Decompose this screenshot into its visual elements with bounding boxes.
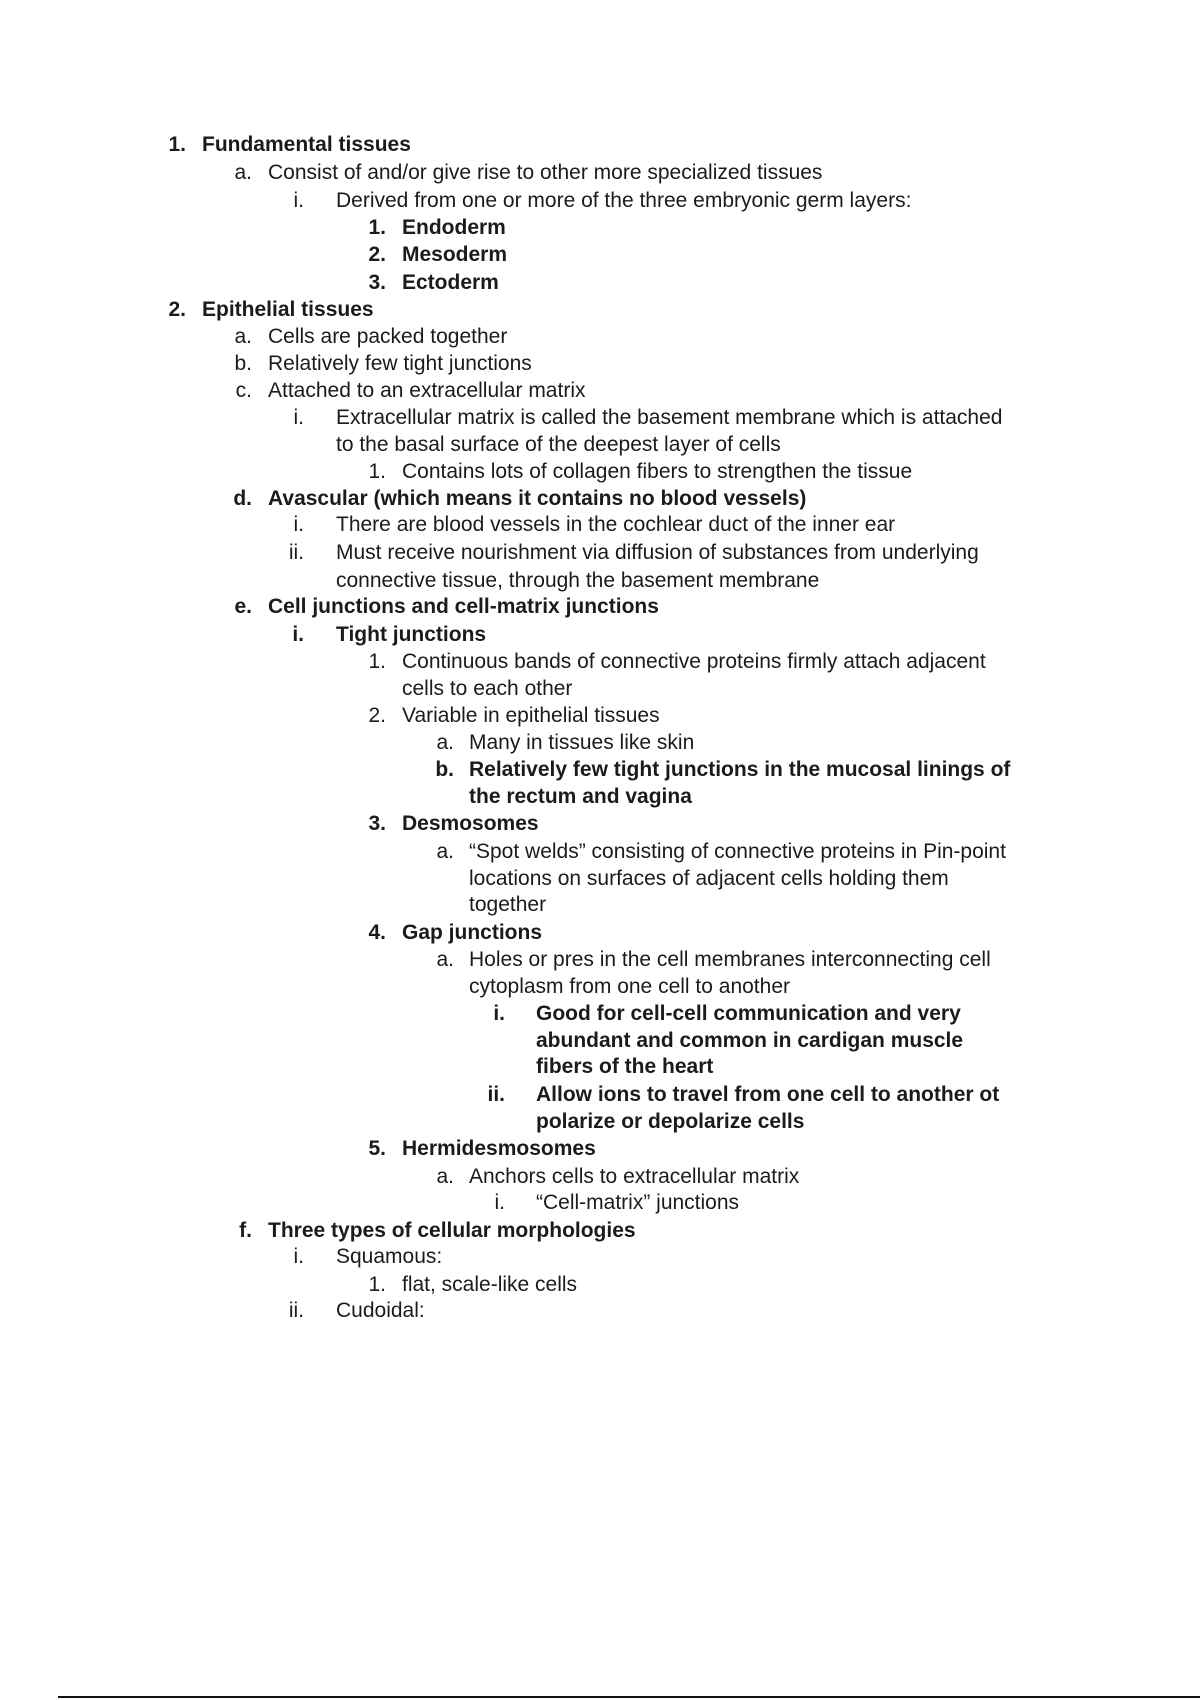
list-text: Extracellular matrix is called the basement membrane which is attached [336, 406, 1003, 429]
list-marker: 2. [168, 298, 186, 321]
list-marker: i. [293, 513, 304, 536]
list-text: Holes or pres in the cell membranes interconnecting cell [469, 948, 991, 971]
list-marker: i. [293, 406, 304, 429]
list-text: cytoplasm from one cell to another [469, 975, 790, 998]
list-marker: f. [239, 1219, 252, 1242]
list-text: Relatively few tight junctions [268, 352, 532, 375]
list-text: “Spot welds” consisting of connective proteins in Pin-point [469, 840, 1006, 863]
list-text: There are blood vessels in the cochlear duct of the inner ear [336, 513, 896, 536]
list-marker: i. [293, 1245, 304, 1268]
list-text: to the basal surface of the deepest layer of cells [336, 433, 781, 456]
list-text: Mesoderm [402, 243, 508, 266]
list-text: Anchors cells to extracellular matrix [469, 1165, 800, 1188]
list-marker: i. [494, 1191, 505, 1214]
list-text: Ectoderm [402, 271, 499, 294]
bottom-divider [58, 1696, 1200, 1698]
list-text: Cell junctions and cell-matrix junctions [268, 595, 659, 618]
list-text: Derived from one or more of the three embryonic germ layers: [336, 189, 912, 212]
list-marker: 1. [368, 460, 386, 483]
list-text: Many in tissues like skin [469, 731, 695, 754]
list-marker: a. [234, 161, 252, 184]
list-text: Variable in epithelial tissues [402, 704, 660, 727]
list-marker: i. [493, 1002, 505, 1025]
list-text: Contains lots of collagen fibers to strengthen the tissue [402, 460, 913, 483]
list-marker: 3. [368, 812, 386, 835]
list-marker: a. [436, 840, 454, 863]
list-text: Good for cell-cell communication and very [536, 1002, 961, 1025]
list-marker: ii. [487, 1083, 505, 1106]
list-text: together [469, 893, 547, 916]
list-text: flat, scale-like cells [402, 1273, 578, 1296]
list-text: polarize or depolarize cells [536, 1110, 805, 1133]
list-marker: 2. [368, 704, 386, 727]
list-text: Tight junctions [336, 623, 487, 646]
list-marker: ii. [288, 541, 304, 564]
list-text: Consist of and/or give rise to other more specialized tissues [268, 161, 823, 184]
list-text: Relatively few tight junctions in the mucosal linings of [469, 758, 1011, 781]
list-marker: e. [234, 595, 252, 618]
list-marker: a. [234, 325, 252, 348]
list-marker: 1. [368, 650, 386, 673]
list-text: the rectum and vagina [469, 785, 692, 808]
list-marker: i. [292, 623, 304, 646]
list-text: locations on surfaces of adjacent cells holding them [469, 867, 949, 890]
list-text: Epithelial tissues [202, 298, 374, 321]
list-text: abundant and common in cardigan muscle [536, 1029, 964, 1052]
list-text: Desmosomes [402, 812, 539, 835]
list-text: fibers of the heart [536, 1055, 714, 1078]
list-text: Squamous: [336, 1245, 443, 1268]
list-marker: 1. [368, 1273, 386, 1296]
list-marker: a. [436, 731, 454, 754]
list-text: Cells are packed together [268, 325, 508, 348]
list-marker: 3. [368, 271, 386, 294]
list-text: “Cell-matrix” junctions [536, 1191, 740, 1214]
list-marker: d. [233, 487, 252, 510]
list-text: Gap junctions [402, 921, 543, 944]
list-marker: 1. [368, 216, 386, 239]
list-marker: b. [435, 758, 454, 781]
list-marker: i. [293, 189, 304, 212]
list-marker: 4. [368, 921, 386, 944]
list-text: Avascular (which means it contains no blood vessels) [268, 487, 807, 510]
list-text: Continuous bands of connective proteins firmly attach adjacent [402, 650, 986, 673]
list-marker: a. [436, 1165, 454, 1188]
list-marker: 5. [368, 1137, 386, 1160]
list-marker: b. [234, 352, 252, 375]
list-text: Attached to an extracellular matrix [268, 379, 586, 402]
list-text: Fundamental tissues [202, 133, 411, 156]
list-marker: 1. [168, 133, 186, 156]
list-marker: c. [235, 379, 252, 402]
list-marker: a. [436, 948, 454, 971]
list-text: Allow ions to travel from one cell to another ot [536, 1083, 1000, 1106]
list-text: Hermidesmosomes [402, 1137, 596, 1160]
list-text: Must receive nourishment via diffusion of substances from underlying [336, 541, 979, 564]
list-text: Cudoidal: [336, 1299, 425, 1322]
list-text: cells to each other [402, 677, 573, 700]
list-text: connective tissue, through the basement membrane [336, 569, 820, 592]
list-text: Three types of cellular morphologies [268, 1219, 636, 1242]
list-text: Endoderm [402, 216, 506, 239]
list-marker: ii. [288, 1299, 304, 1322]
list-marker: 2. [368, 243, 386, 266]
